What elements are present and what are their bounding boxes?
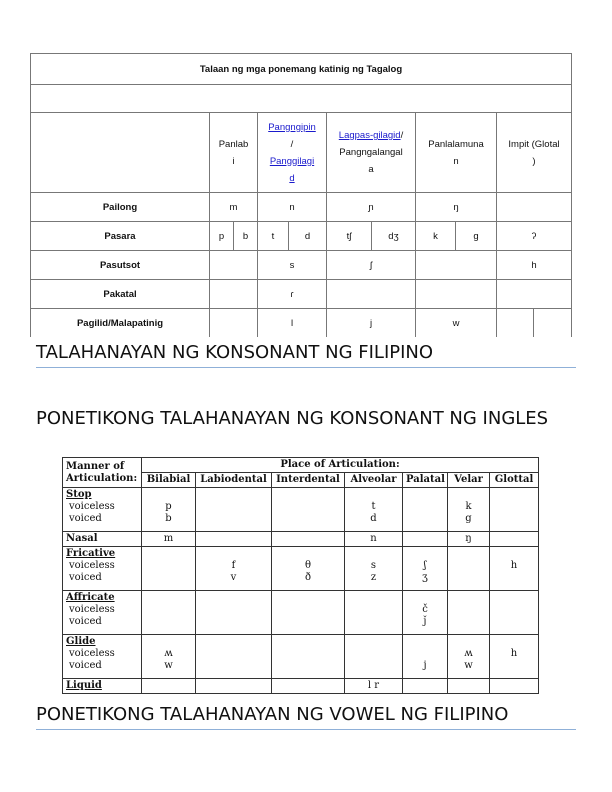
cell: ʍ w (448, 635, 490, 679)
cell: s (258, 251, 327, 280)
manner-liquid: Liquid (63, 679, 142, 694)
cell: f v (196, 547, 272, 591)
place-interdental: Interdental (272, 473, 345, 488)
cell: h (490, 635, 539, 679)
header-panlabi: Panlab i (210, 113, 258, 193)
cell: h (490, 547, 539, 591)
cell (196, 679, 272, 694)
cell (196, 635, 272, 679)
cell (490, 591, 539, 635)
manner-stop: Stop voiceless voiced (63, 488, 142, 532)
place-labiodental: Labiodental (196, 473, 272, 488)
table-row (63, 488, 539, 532)
cell (272, 532, 345, 547)
place-glottal: Glottal (490, 473, 539, 488)
table-row (31, 193, 572, 222)
row-label-pagilid: Pagilid/Malapatinig (31, 309, 210, 338)
cell: dʒ (372, 222, 416, 251)
cell (416, 251, 497, 280)
manner-fricative: Fricative voiceless voiced (63, 547, 142, 591)
cell (345, 635, 403, 679)
place-bilabial: Bilabial (142, 473, 196, 488)
cell: k (416, 222, 456, 251)
manner-nasal: Nasal (63, 532, 142, 547)
cell (327, 280, 416, 309)
header-empty-cell (31, 113, 210, 193)
heading-vowel-filipino: PONETIKONG TALAHANAYAN NG VOWEL NG FILIPINO (36, 704, 509, 725)
header-panlalamunan: Panlalamuna n (416, 113, 497, 193)
cell: m (142, 532, 196, 547)
cell: b (234, 222, 258, 251)
cell (497, 309, 534, 338)
cell (196, 488, 272, 532)
cell: θ ð (272, 547, 345, 591)
cell (210, 309, 258, 338)
english-consonant-table (62, 457, 539, 694)
cell (272, 635, 345, 679)
pangngipin-link[interactable]: Pangngipin (268, 121, 316, 133)
lagpas-gilagid-link[interactable]: Lagpas-gilagid (338, 130, 401, 141)
cell: ŋ (448, 532, 490, 547)
cell (345, 591, 403, 635)
cell (210, 280, 258, 309)
table-row (31, 280, 572, 309)
table-row (31, 309, 572, 338)
cell: p b (142, 488, 196, 532)
table-row (63, 547, 539, 591)
place-header: Place of Articulation: (142, 458, 539, 473)
tagalog-consonant-table (30, 53, 572, 337)
header-lagpas-gilagid: Lagpas-gilagid/ Pangngalangal a (327, 113, 416, 193)
table-row (63, 635, 539, 679)
cell (210, 251, 258, 280)
cell (403, 488, 448, 532)
cell: h (497, 251, 572, 280)
cell: ŋ (416, 193, 497, 222)
cell: ɡ (456, 222, 497, 251)
cell (490, 679, 539, 694)
cell: d (289, 222, 327, 251)
cell (490, 488, 539, 532)
cell: t (258, 222, 289, 251)
cell: ɾ (258, 280, 327, 309)
cell: p (210, 222, 234, 251)
manner-affricate: Affricate voiceless voiced (63, 591, 142, 635)
manner-header: Manner of Articulation: (63, 458, 142, 488)
cell: ʔ (497, 222, 572, 251)
table-row (31, 251, 572, 280)
table-row (63, 532, 539, 547)
header-pangngipin: Pangngipin / Panggilagi d (258, 113, 327, 193)
cell: k g (448, 488, 490, 532)
cell (272, 591, 345, 635)
cell: ʃ ʒ (403, 547, 448, 591)
cell (448, 679, 490, 694)
place-velar: Velar (448, 473, 490, 488)
row-label-pakatal: Pakatal (31, 280, 210, 309)
row-label-pasara: Pasara (31, 222, 210, 251)
place-alveolar: Alveolar (345, 473, 403, 488)
cell (403, 532, 448, 547)
cell: t d (345, 488, 403, 532)
cell: n (258, 193, 327, 222)
cell (416, 280, 497, 309)
header-impit: Impit (Glotal ) (497, 113, 572, 193)
cell: j (403, 635, 448, 679)
cell: j (327, 309, 416, 338)
cell: w (416, 309, 497, 338)
cell (497, 280, 572, 309)
row-label-pasutsot: Pasutsot (31, 251, 210, 280)
manner-glide: Glide voiceless voiced (63, 635, 142, 679)
row-label-pailong: Pailong (31, 193, 210, 222)
cell (534, 309, 572, 338)
cell: č ǰ (403, 591, 448, 635)
cell: m (210, 193, 258, 222)
cell (497, 193, 572, 222)
table-row (63, 679, 539, 694)
heading-konsonant-filipino: TALAHANAYAN NG KONSONANT NG FILIPINO (36, 342, 434, 363)
cell (448, 591, 490, 635)
heading-underline (36, 367, 576, 368)
cell: ʍ w (142, 635, 196, 679)
cell: ɲ (327, 193, 416, 222)
table-row (31, 222, 572, 251)
cell (403, 679, 448, 694)
cell: s z (345, 547, 403, 591)
table-row (63, 591, 539, 635)
heading-konsonant-ingles: PONETIKONG TALAHANAYAN NG KONSONANT NG INGLES (36, 408, 549, 429)
cell (272, 679, 345, 694)
cell: n (345, 532, 403, 547)
cell: tʃ (327, 222, 372, 251)
cell: l r (345, 679, 403, 694)
table-title: Talaan ng mga ponemang katinig ng Tagalog (31, 54, 572, 85)
blank-row (31, 85, 572, 113)
cell (142, 679, 196, 694)
cell: l (258, 309, 327, 338)
place-palatal: Palatal (403, 473, 448, 488)
cell (448, 547, 490, 591)
cell (196, 591, 272, 635)
heading-underline (36, 729, 576, 730)
cell (142, 591, 196, 635)
cell (272, 488, 345, 532)
cell: ʃ (327, 251, 416, 280)
cell (196, 532, 272, 547)
panggilagid-link[interactable]: Panggilagi d (269, 155, 315, 184)
cell (490, 532, 539, 547)
cell (142, 547, 196, 591)
